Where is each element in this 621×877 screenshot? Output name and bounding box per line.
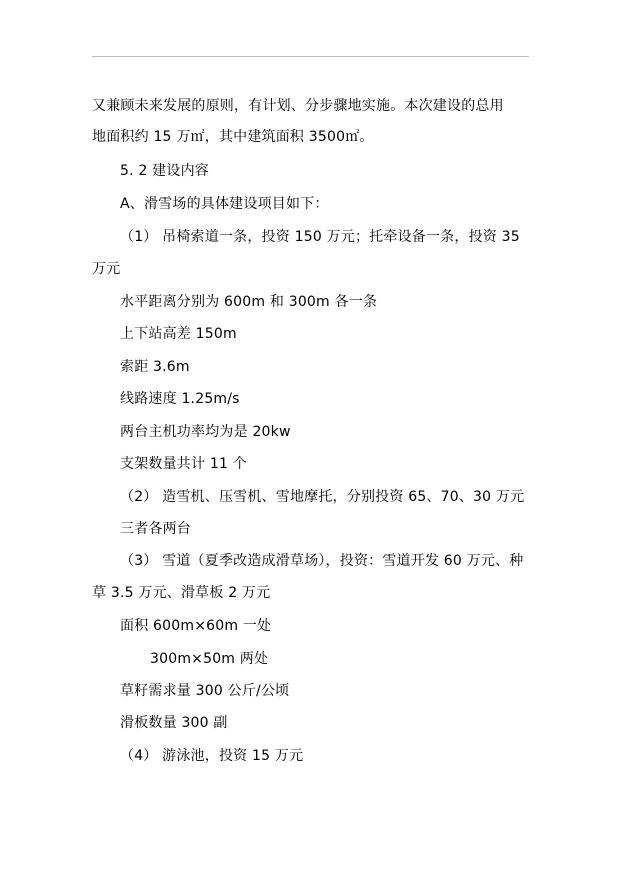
list-item: （3） 雪道（夏季改造成滑草场），投资：雪道开发 60 万元、种 <box>120 553 524 569</box>
list-item: （1） 吊椅索道一条，投资 150 万元；托牵设备一条，投资 35 <box>120 229 520 245</box>
list-item: （4） 游泳池，投资 15 万元 <box>120 748 304 764</box>
section-heading: 5. 2 建设内容 <box>120 163 209 179</box>
spec-line: 上下站高差 150m <box>120 326 237 342</box>
spec-line: 水平距离分别为 600m 和 300m 各一条 <box>120 294 378 310</box>
list-item-continuation: 草 3.5 万元、滑草板 2 万元 <box>92 585 271 601</box>
subsection-heading: A、滑雪场的具体建设项目如下： <box>120 196 329 212</box>
spec-line: 面积 600m×60m 一处 <box>120 618 272 634</box>
spec-line-indented: 300m×50m 两处 <box>150 651 269 667</box>
spec-line: 三者各两台 <box>120 521 191 537</box>
paragraph-line: 地面积约 15 万㎡，其中建筑面积 3500㎡。 <box>92 129 374 145</box>
spec-line: 草籽需求量 300 公斤/公顷 <box>120 683 290 699</box>
spec-line: 索距 3.6m <box>120 359 190 375</box>
spec-line: 支架数量共计 11 个 <box>120 456 247 472</box>
list-item: （2） 造雪机、压雪机、雪地摩托，分别投资 65、70、30 万元 <box>120 489 525 505</box>
spec-line: 滑板数量 300 副 <box>120 715 228 731</box>
header-divider <box>92 56 529 57</box>
spec-line: 两台主机功率均为是 20kw <box>120 424 291 440</box>
spec-line: 线路速度 1.25m/s <box>120 391 240 407</box>
paragraph-line: 又兼顾未来发展的原则，有计划、分步骤地实施。本次建设的总用 <box>92 98 504 114</box>
list-item-continuation: 万元 <box>92 261 121 277</box>
